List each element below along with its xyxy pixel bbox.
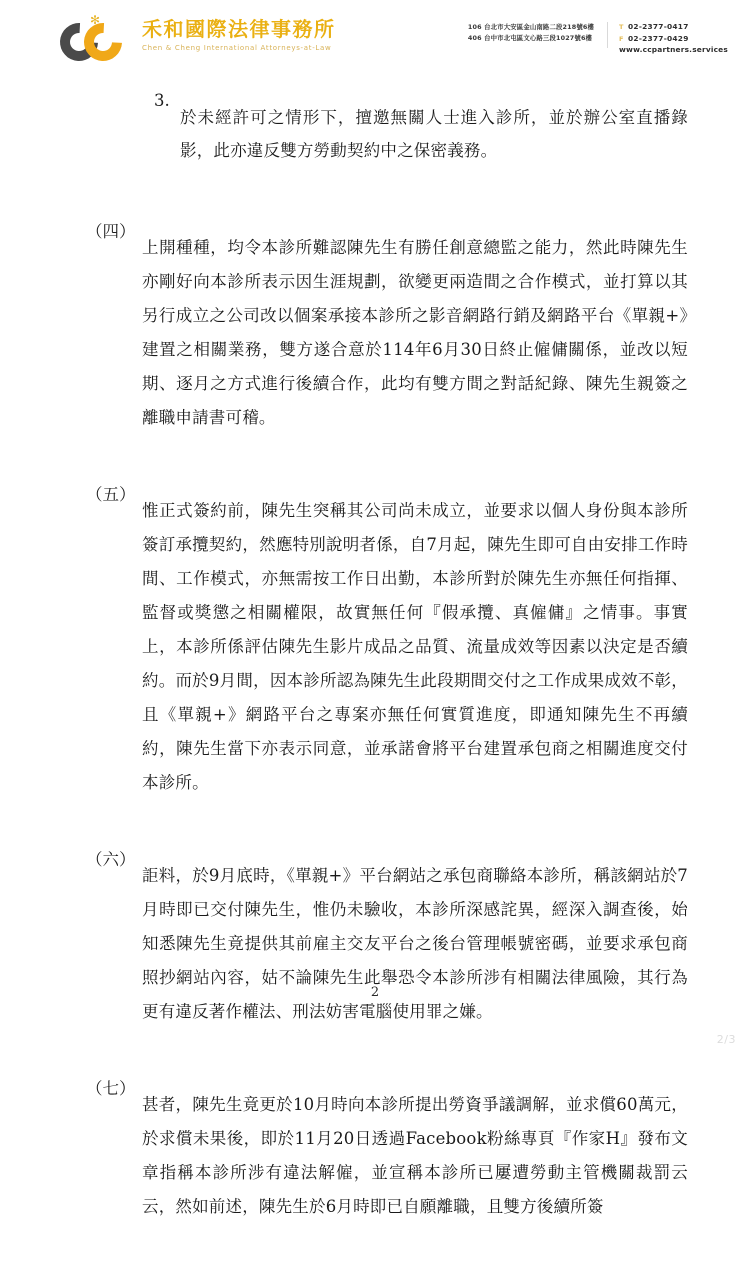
paragraph-text: 甚者，陳先生竟更於10月時向本診所提出勞資爭議調解，並求償60萬元，於求償未果後，即於11月20日透過Facebook粉絲專頁『作家H』發布文章指稱本診所涉有違法解僱，並宣稱本診所已屢遭勞動主管機關裁罰云云，然如前述，陳先生於6月時即已自願離職，且雙方後續所簽 — [142, 1095, 688, 1217]
telephone-row — [619, 21, 728, 33]
page-position-indicator: 2/3 — [716, 1033, 736, 1046]
fax-number: 02-2377-0429 — [628, 33, 689, 43]
page-number: 2 — [370, 985, 380, 1000]
office-addresses — [468, 18, 594, 44]
paragraph-item-6 — [86, 843, 688, 1046]
firm-branding — [58, 13, 336, 59]
paragraph-marker: （四） — [86, 221, 136, 241]
paragraph-item-7 — [86, 1072, 688, 1241]
contact-divider — [607, 22, 608, 49]
paragraph-item-3 — [86, 84, 688, 185]
paragraph-marker: （七） — [86, 1078, 136, 1098]
telephone-icon: T — [619, 22, 624, 31]
sprout-ornament-icon: ✻ — [89, 13, 101, 27]
address-taipei: 106 台北市大安區金山南路二段218號6樓 — [467, 22, 595, 31]
paragraph-text: 詎料，於9月底時，《單親+》平台網站之承包商聯絡本診所，稱該網站於7月時即已交付陳先生，惟仍未驗收，本診所深感詫異，經深入調查後，始知悉陳先生竟提供其前雇主交友平台之後台管理帳號密碼，並要求承包商照抄網站內容，姑不論陳先生此舉恐令本診所涉有相關法律風險，其行為更有違反著作權法、刑法妨害電腦使用罪之嫌。 — [142, 866, 688, 1022]
firm-logo-icon — [58, 13, 136, 59]
paragraph-marker: （六） — [86, 849, 136, 869]
contact-channels — [619, 18, 728, 55]
fax-row — [619, 33, 728, 45]
paragraph-item-4 — [86, 215, 688, 452]
document-body — [0, 84, 750, 1267]
firm-name-block — [142, 18, 336, 54]
contact-information — [468, 18, 728, 55]
paragraph-item-5 — [86, 478, 688, 817]
paragraph-marker: （五） — [86, 484, 136, 504]
paragraph-marker: 3. — [154, 91, 170, 110]
website-url: www.ccpartners.services — [619, 45, 728, 55]
paragraph-text: 於未經許可之情形下，擅邀無關人士進入診所，並於辦公室直播錄影，此亦違反雙方勞動契約中之保密義務。 — [180, 107, 688, 161]
paragraph-text: 惟正式簽約前，陳先生突稱其公司尚未成立，並要求以個人身份與本診所簽訂承攬契約，然應特別說明者係，自7月起，陳先生即可自由安排工作時間、工作模式，亦無需按工作日出勤，本診所對於陳先生亦無任何指揮、監督或獎懲之相關權限，故實無任何『假承攬、真僱傭』之情事。事實上，本診所係評估陳先生影片成品之品質、流量成效等因素以決定是否續約。而於9月間，因本診所認為陳先生此段期間交付之工作成果成效不彰，且《單親+》網路平台之專案亦無任何實質進度，即通知陳先生不再續約，陳先生當下亦表示同意，並承諾會將平台建置承包商之相關進度交付本診所。 — [142, 501, 688, 793]
letterhead — [0, 0, 750, 72]
address-taichung: 406 台中市北屯區文心路三段1027號6樓 — [467, 33, 593, 42]
paragraph-text: 上開種種，均令本診所難認陳先生有勝任創意總監之能力，然此時陳先生亦剛好向本診所表示因生涯規劃，欲變更兩造間之合作模式，並打算以其另行成立之公司改以個案承接本診所之影音網路行銷及網路平台《單親+》建置之相關業務，雙方遂合意於114年6月30日終止僱傭關係，並改以短期、逐月之方式進行後續合作，此均有雙方間之對話紀錄、陳先生親簽之離職申請書可稽。 — [142, 238, 688, 428]
firm-name-chinese: 禾和國際法律事務所 — [142, 17, 336, 42]
firm-name-english: Chen & Cheng International Attorneys-at-Law — [142, 44, 332, 53]
telephone-number: 02-2377-0417 — [628, 21, 689, 31]
fax-icon: F — [619, 34, 624, 43]
